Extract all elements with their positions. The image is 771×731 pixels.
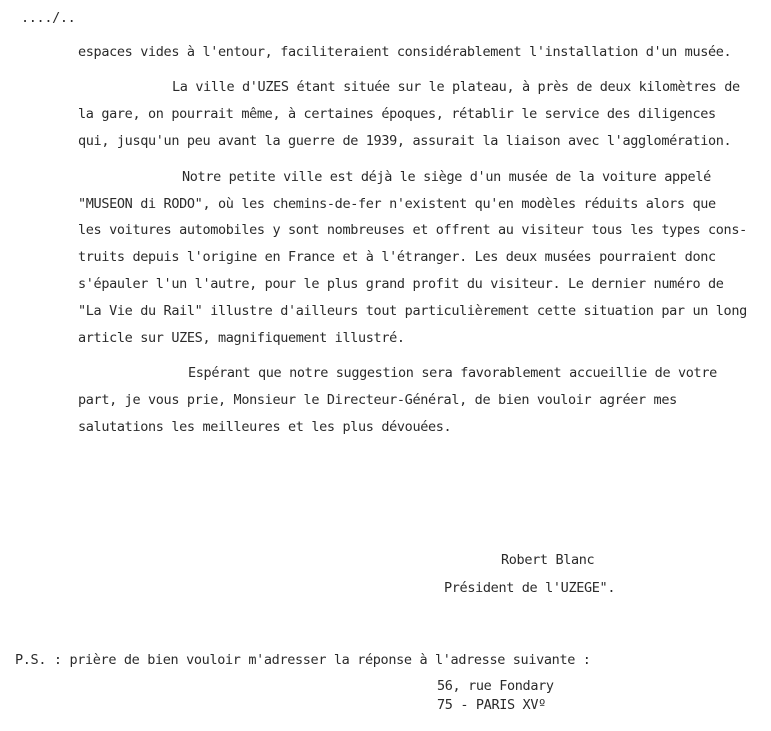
paragraph-3-line-1: Notre petite ville est déjà le siège d'un musée de la voiture appelé <box>182 169 711 185</box>
paragraph-4-line-2: part, je vous prie, Monsieur le Directeur-Général, de bien vouloir agréer mes <box>78 392 677 408</box>
signature-title: Président de l'UZEGE". <box>444 580 616 596</box>
paragraph-3-line-7: article sur UZES, magnifiquement illustré. <box>78 330 405 346</box>
paragraph-4-line-3: salutations les meilleures et les plus dévouées. <box>78 419 452 435</box>
paragraph-3-line-4: truits depuis l'origine en France et à l'étranger. Les deux musées pourraient donc <box>78 249 716 265</box>
paragraph-2-line-1: La ville d'UZES étant située sur le plateau, à près de deux kilomètres de <box>172 79 740 95</box>
paragraph-3-line-5: s'épauler l'un l'autre, pour le plus grand profit du visiteur. Le dernier numéro de <box>78 276 724 292</box>
signature-name: Robert Blanc <box>501 552 595 568</box>
paragraph-3-line-6: "La Vie du Rail" illustre d'ailleurs tout particulièrement cette situation par un long <box>78 303 747 319</box>
paragraph-1-line-1: espaces vides à l'entour, faciliteraient considérablement l'installation d'un musée. <box>78 44 732 60</box>
postscript-address-line-2: 75 - PARIS XVº <box>437 697 546 713</box>
continuation-mark: ..../.. <box>21 10 76 26</box>
paragraph-4-line-1: Espérant que notre suggestion sera favorablement accueillie de votre <box>188 365 717 381</box>
postscript-text: P.S. : prière de bien vouloir m'adresser la réponse à l'adresse suivante : <box>15 652 591 668</box>
paragraph-3-line-2: "MUSEON di RODO", où les chemins-de-fer n'existent qu'en modèles réduits alors que <box>78 196 716 212</box>
paragraph-2-line-2: la gare, on pourrait même, à certaines époques, rétablir le service des diligences <box>78 106 716 122</box>
paragraph-3-line-3: les voitures automobiles y sont nombreuses et offrent au visiteur tous les types cons- <box>78 222 747 238</box>
postscript-address-line-1: 56, rue Fondary <box>437 678 554 694</box>
paragraph-2-line-3: qui, jusqu'un peu avant la guerre de 1939, assurait la liaison avec l'agglomération. <box>78 133 732 149</box>
